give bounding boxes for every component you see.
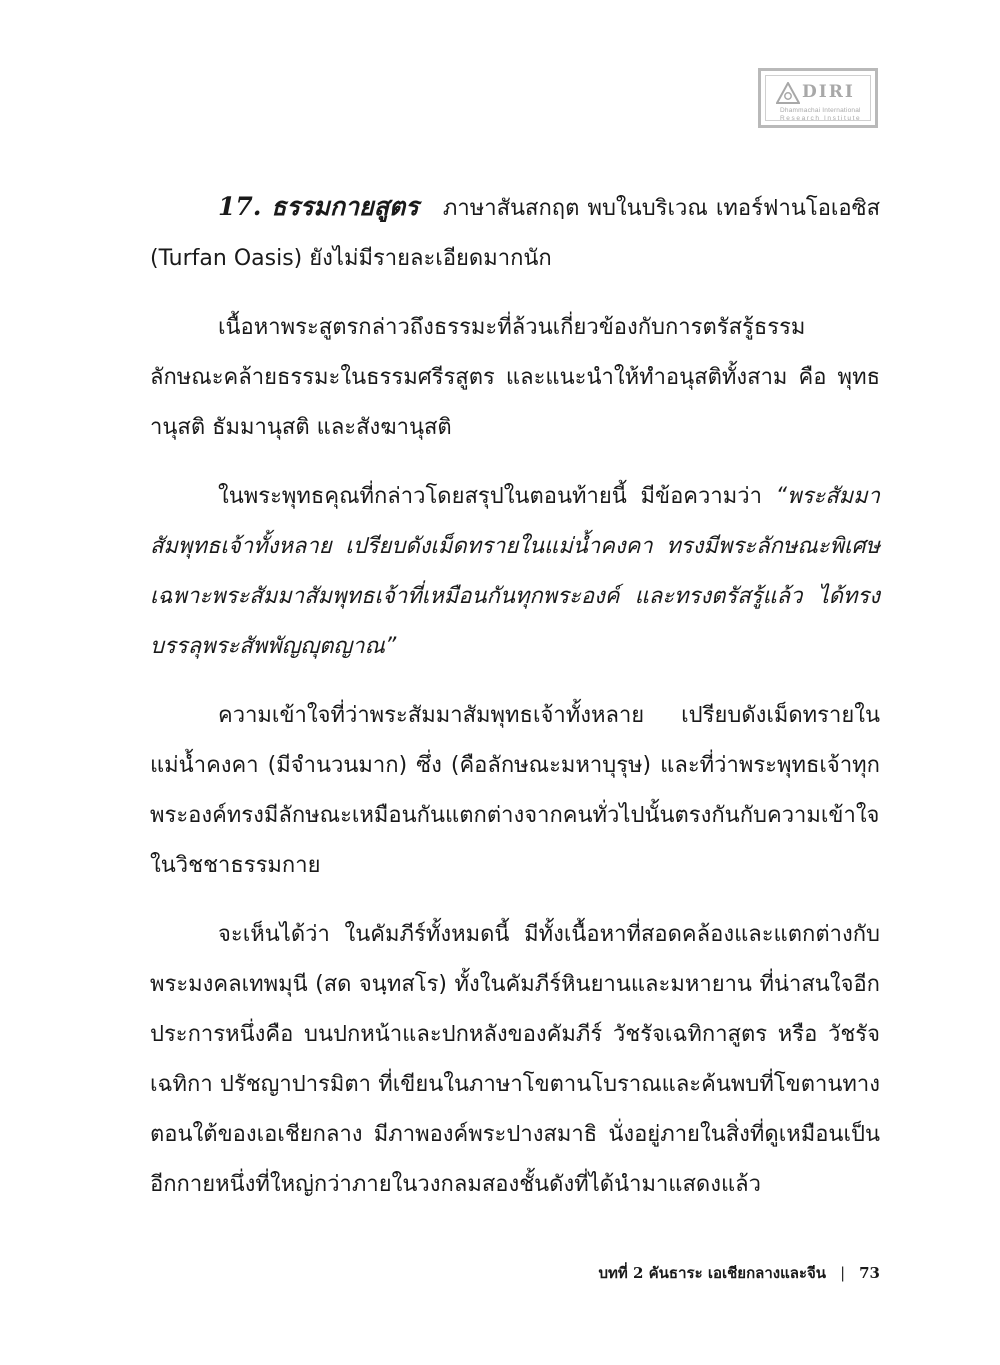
section-heading: 17. ธรรมกายสูตร [218,192,419,221]
paragraph-content [150,303,880,453]
footer-separator: | [840,1264,846,1282]
logo-subtitle-line2: Research Institute [780,115,862,122]
paragraph-text: ความเข้าใจที่ว่าพระสัมมาสัมพุทธเจ้าทั้งหลาย เปรียบดังเม็ดทรายในแม่น้ำคงคา (มีจำนวนมาก) ซึ่ง (คือลักษณะมหาบุรุษ) และที่ว่าพระพุทธเจ้าทุกพระองค์ทรงมีลักษณะเหมือนกันแตกต่างจากคนทั่วไปนั้นตรงกันกับความเข้าใจในวิชชาธรรมกาย [150,703,880,878]
diri-emblem-icon [776,82,800,104]
paragraph-buddha-qualities [150,472,880,672]
paragraph-text: เนื้อหาพระสูตรกล่าวถึงธรรมะที่ล้วนเกี่ยวข้องกับการตรัสรู้ธรรม ลักษณะคล้ายธรรมะในธรรมศรีรสูตร และแนะนำให้ทำอนุสติทั้งสาม คือ พุทธานุสติ ธัมมานุสติ และสังฆานุสติ [150,315,880,440]
page-body [150,182,880,1229]
paragraph-dharmakaya-sutra [150,182,880,284]
logo-subtitle-line1: Dhammachai International [780,107,861,114]
page-number: 73 [859,1264,880,1282]
logo-frame [765,75,871,121]
paragraph-conclusion [150,910,880,1210]
quoted-passage: “พระสัมมาสัมพุทธเจ้าทั้งหลาย เปรียบดังเม็ดทรายในแม่น้ำคงคา ทรงมีพระลักษณะพิเศษเฉพาะพระสัมมาสัมพุทธเจ้าที่เหมือนกันทุกพระองค์ และทรงตรัสรู้แล้ว ได้ทรงบรรลุพระสัพพัญญุตญาณ” [150,484,880,659]
paragraph-text: จะเห็นได้ว่า ในคัมภีร์ทั้งหมดนี้ มีทั้งเนื้อหาที่สอดคล้องและแตกต่างกับพระมงคลเทพมุนี (สด จนฺทสโร) ทั้งในคัมภีร์หินยานและมหายาน ที่น่าสนใจอีกประการหนึ่งคือ บนปกหน้าและปกหลังของคัมภีร์ วัชรัจเฉทิกาสูตร หรือ วัชรัจเฉทิกา ปรัชญาปารมิตา ที่เขียนในภาษาโขตานโบราณและค้นพบที่โขตานทางตอนใต้ของเอเชียกลาง มีภาพองค์พระปางสมาธิ นั่งอยู่ภายในสิ่งที่ดูเหมือนเป็นอีกกายหนึ่งที่ใหญ่กว่าภายในวงกลมสองชั้นดังที่ได้นำมาแสดงแล้ว [150,922,880,1197]
paragraph-text: ในพระพุทธคุณที่กล่าวโดยสรุปในตอนท้ายนี้ มีข้อความว่า [218,484,762,509]
paragraph-text: ภาษาสันสกฤต พบในบริเวณ เทอร์ฟานโอเอซิส (Turfan Oasis) ยังไม่มีรายละเอียดมากนัก [150,196,880,271]
diri-logo [758,68,878,128]
page-footer [598,1261,880,1285]
paragraph-understanding [150,691,880,891]
logo-title: DIRI [802,82,855,102]
chapter-title: บทที่ 2 คันธาระ เอเชียกลางและจีน [598,1264,827,1282]
